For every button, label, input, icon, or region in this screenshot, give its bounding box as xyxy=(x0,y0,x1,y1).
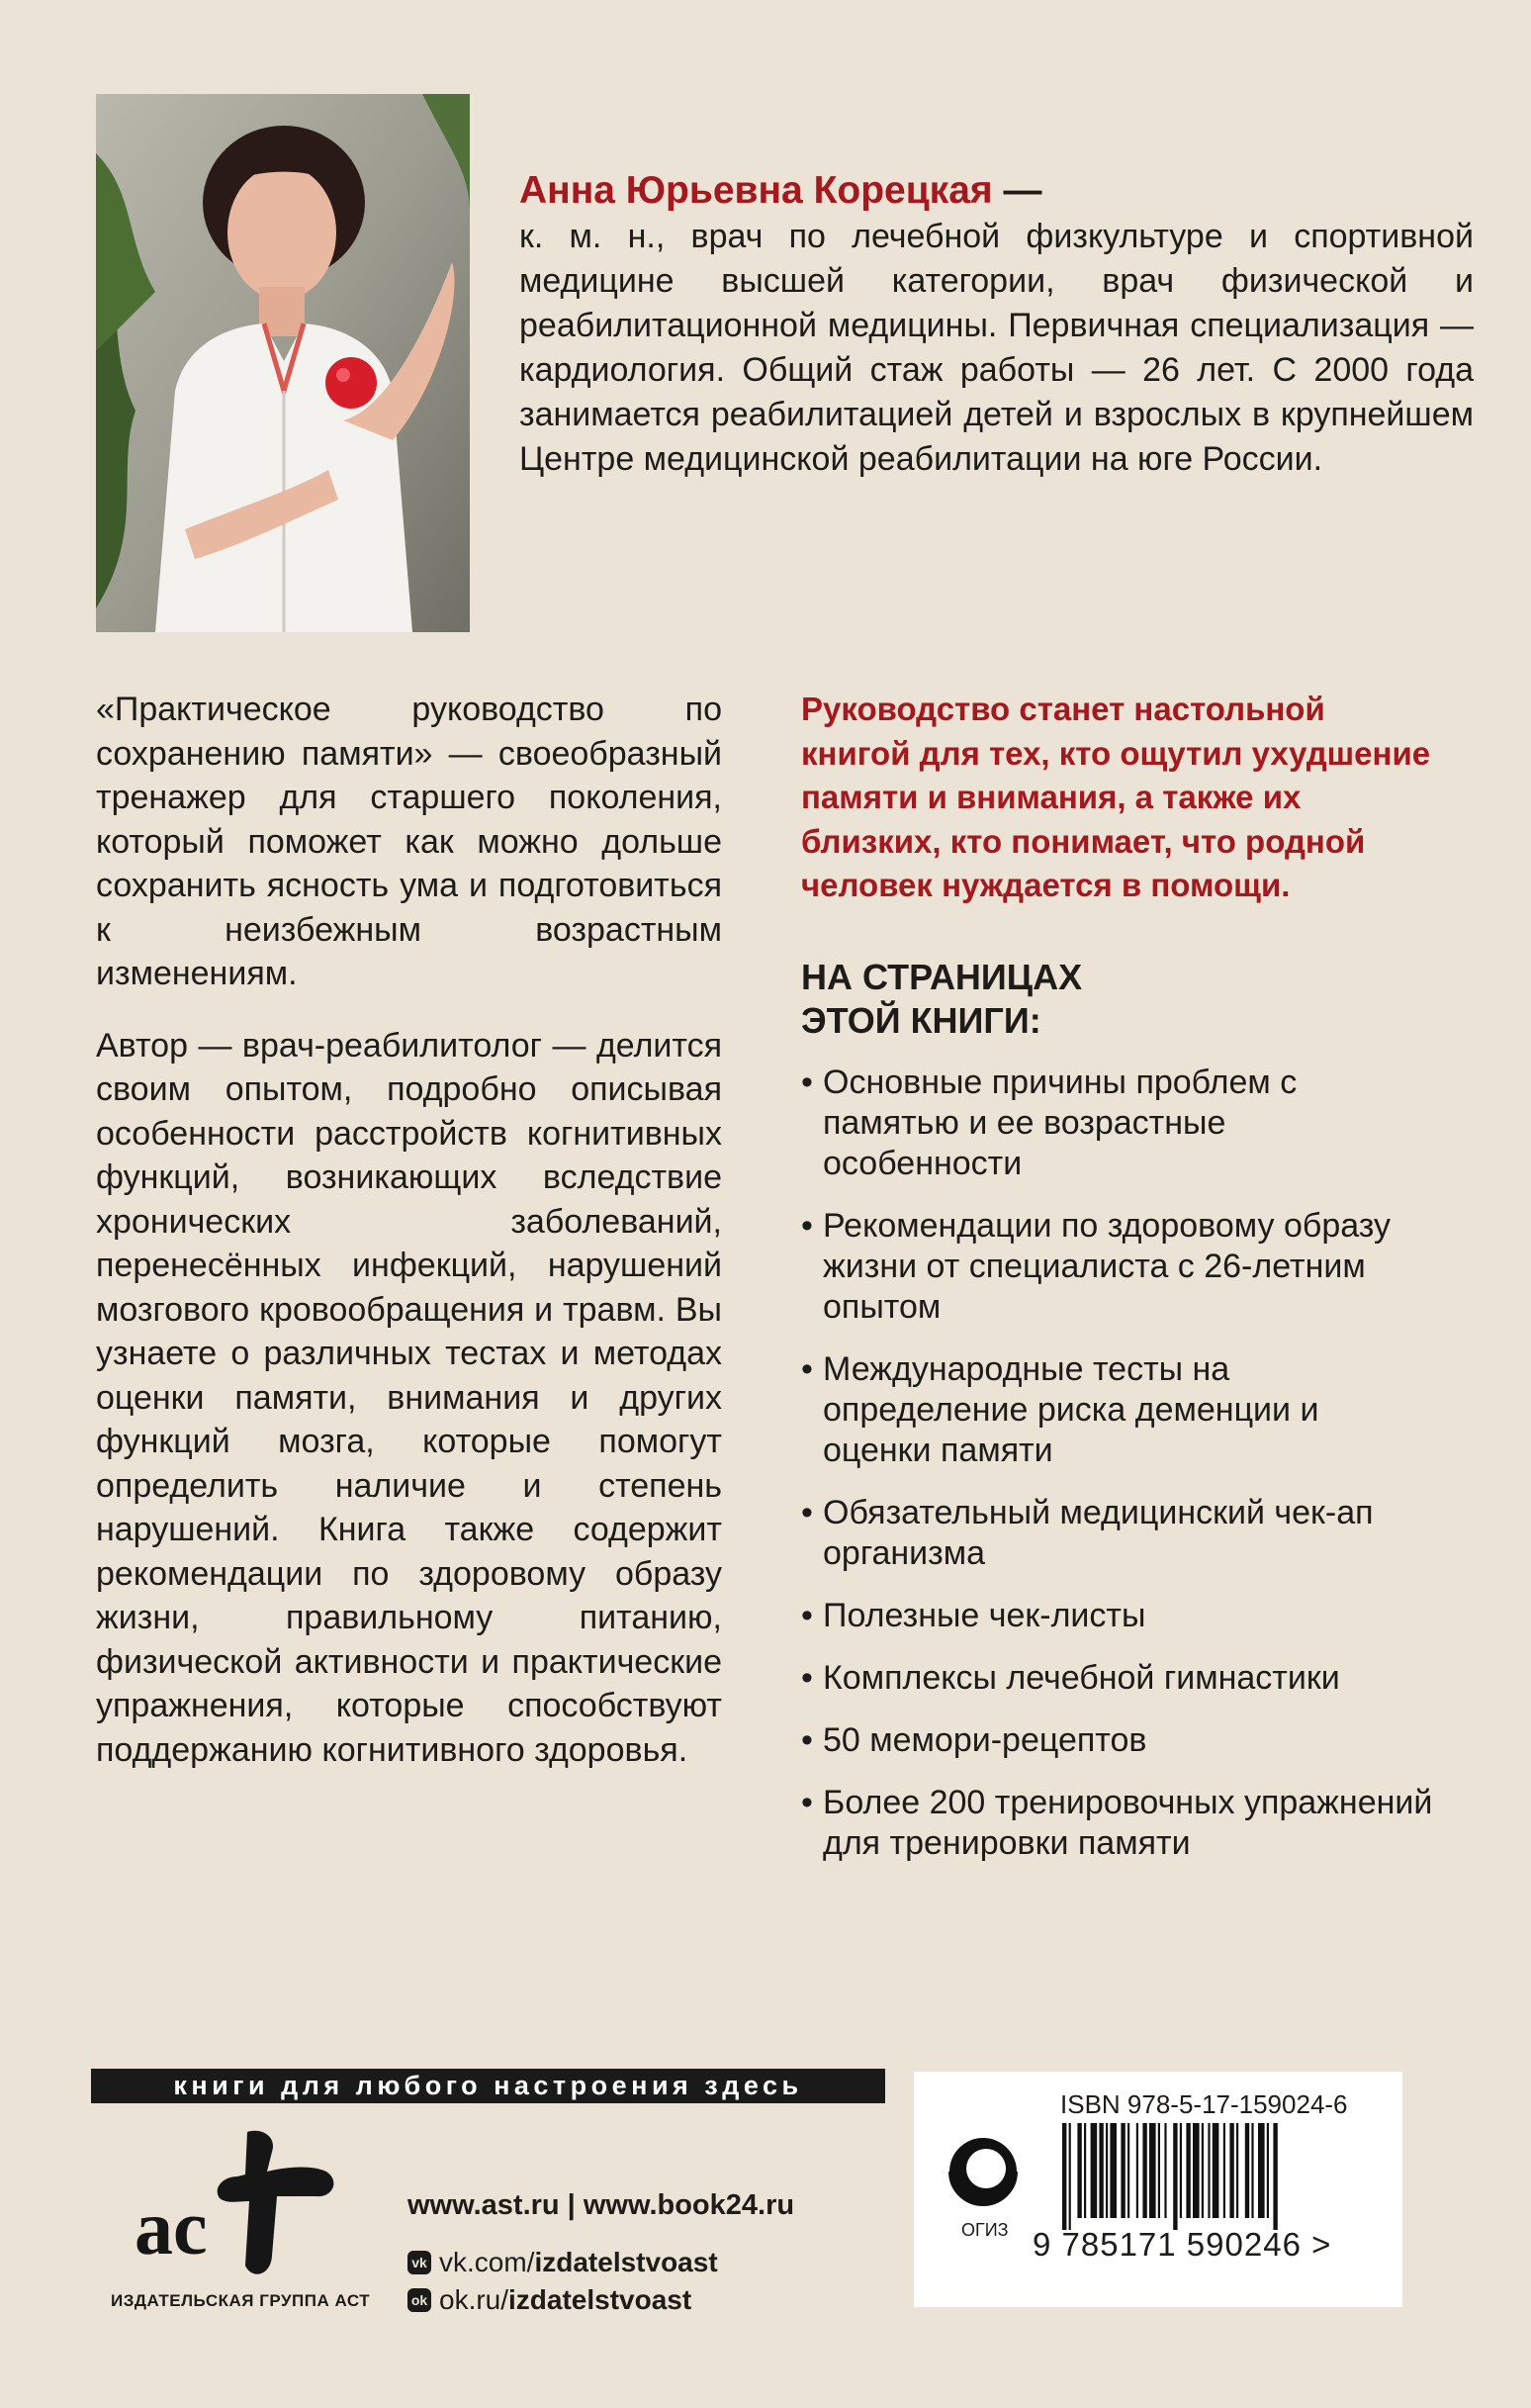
barcode-bar xyxy=(1110,2123,1117,2218)
barcode-panel xyxy=(914,2072,1402,2307)
barcode-bar xyxy=(1099,2123,1103,2218)
barcode-bar xyxy=(1084,2123,1086,2218)
vk-prefix: vk.com/ xyxy=(439,2247,535,2277)
vk-handle: izdatelstvoast xyxy=(534,2247,718,2277)
bullet-icon: • xyxy=(801,1596,813,1634)
contents-list-item xyxy=(801,1596,1434,1636)
barcode-bar xyxy=(1267,2123,1269,2218)
contents-list-item xyxy=(801,1783,1434,1864)
ogiz-logo-icon xyxy=(944,2127,1023,2216)
vk-icon: vk xyxy=(407,2251,431,2274)
barcode-bar xyxy=(1062,2123,1066,2230)
barcode-bar xyxy=(1186,2123,1190,2218)
barcode-bar xyxy=(1121,2123,1125,2218)
contents-list-item xyxy=(801,1720,1434,1761)
barcode-bar xyxy=(1236,2123,1238,2218)
barcode-bar xyxy=(1106,2123,1108,2218)
contents-list-item xyxy=(801,1493,1434,1574)
author-name: Анна Юрьевна Корецкая xyxy=(519,169,993,212)
slogan-banner: книги для любого настроения здесь xyxy=(91,2069,885,2103)
bullet-icon: • xyxy=(801,1720,813,1759)
barcode-bar xyxy=(1069,2123,1071,2230)
contents-list-item xyxy=(801,1063,1434,1184)
vk-link[interactable] xyxy=(407,2247,718,2278)
bullet-icon: • xyxy=(801,1783,813,1821)
ok-prefix: ok.ru/ xyxy=(439,2284,509,2315)
author-name-dash: — xyxy=(992,169,1042,212)
isbn-number: ISBN 978-5-17-159024-6 xyxy=(1060,2089,1348,2119)
contents-item-text: Обязательный медицинский чек-ап организма xyxy=(823,1493,1374,1572)
barcode-bar xyxy=(1208,2123,1210,2218)
barcode-bar xyxy=(1149,2123,1156,2218)
barcode-bar xyxy=(1223,2123,1225,2218)
barcode-bar xyxy=(1173,2123,1177,2230)
barcode-bar xyxy=(1229,2123,1233,2218)
author-bio xyxy=(519,168,1474,482)
barcode-bar xyxy=(1202,2123,1204,2218)
barcode-bar xyxy=(1245,2123,1249,2218)
contents-list-item xyxy=(801,1658,1434,1699)
contents-item-text: Международные тесты на определение риска деменции и оценки памяти xyxy=(823,1349,1319,1469)
contents-item-text: Полезные чек-листы xyxy=(823,1596,1146,1634)
contents-item-text: Более 200 тренировочных упражнений для тренировки памяти xyxy=(823,1783,1433,1862)
author-portrait xyxy=(96,94,470,632)
barcode-bar xyxy=(1136,2123,1138,2218)
barcode-bar xyxy=(1251,2123,1253,2218)
ok-icon: ok xyxy=(407,2288,431,2312)
bullet-icon: • xyxy=(801,1349,813,1388)
ast-logo-icon xyxy=(129,2127,346,2285)
barcode-bar xyxy=(1273,2123,1277,2230)
contents-list xyxy=(801,1063,1434,1864)
publisher-logo-letters: ас xyxy=(135,2184,208,2270)
bullet-icon: • xyxy=(801,1658,813,1697)
barcode-digits: 9 785171 590246 > xyxy=(1033,2226,1332,2263)
author-description: к. м. н., врач по лечебной физкультуре и спортивной медицине высшей категории, врач физической и реабилитационной медицины. Первичная специализация — кардиология. Общий стаж работы — 26 лет. С 2000 года занимается реабилитацией детей и взрослых в крупнейшем Центре медицинской реабилитации на юге России. xyxy=(519,218,1474,478)
barcode-bar xyxy=(1213,2123,1219,2218)
description-paragraph: Автор — врач-реабилитолог — делится своим опытом, подробно описывая особенности расстройств когнитивных функций, возникающих вследствие хронических заболеваний, перенесённых инфекций, нарушений мозгового кровообращения и травм. Вы узнаете о различных тестах и методах оценки памяти, внимания и других функций мозга, которые помогут определить наличие и степень нарушений. Книга также содержит рекомендации по здоровому образу жизни, правильному питанию, физической активности и практические упражнения, которые способствуют поддержанию когнитивного здоровья. xyxy=(96,1026,722,1769)
highlight-text: Руководство станет настольной книгой для тех, кто ощутил ухудшение памяти и внимания, а также их близких, кто понимает, что родной человек нуждается в помощи. xyxy=(801,691,1431,903)
description-paragraph: «Практическое руководство по сохранению памяти» — своеобразный тренажер для старшего поколения, который поможет как можно дольше сохранить ясность ума и подготовиться к неизбежным возрастным изменениям. xyxy=(96,691,722,992)
ok-link[interactable] xyxy=(407,2284,691,2316)
bullet-icon: • xyxy=(801,1206,813,1245)
barcode-bar xyxy=(1180,2123,1182,2218)
contents-list-item xyxy=(801,1206,1434,1328)
contents-item-text: Основные причины проблем с памятью и ее возрастные особенности xyxy=(823,1063,1298,1182)
barcode-bar xyxy=(1164,2123,1166,2218)
contents-item-text: Комплексы лечебной гимнастики xyxy=(823,1658,1340,1697)
contents-list-item xyxy=(801,1349,1434,1471)
barcode-bar xyxy=(1193,2123,1200,2218)
website-links[interactable]: www.ast.ru | www.book24.ru xyxy=(407,2189,795,2221)
barcode-icon xyxy=(1058,2123,1375,2230)
publisher-logo xyxy=(129,2127,346,2285)
barcode-bar xyxy=(1258,2123,1265,2218)
ok-handle: izdatelstvoast xyxy=(508,2284,692,2315)
bullet-icon: • xyxy=(801,1493,813,1531)
barcode-bar xyxy=(1127,2123,1129,2218)
portrait-illustration xyxy=(96,94,470,632)
book-highlights xyxy=(801,688,1434,1886)
bullet-icon: • xyxy=(801,1063,813,1101)
barcode-bar xyxy=(1077,2123,1081,2218)
contents-item-text: 50 мемори-рецептов xyxy=(823,1720,1147,1759)
barcode-bar xyxy=(1158,2123,1160,2218)
publisher-caption: ИЗДАТЕЛЬСКАЯ ГРУППА АСТ xyxy=(111,2291,371,2310)
book-description xyxy=(96,688,722,1800)
contents-heading: НА СТРАНИЦАХ ЭТОЙ КНИГИ: xyxy=(801,956,1083,1041)
barcode-bar xyxy=(1091,2123,1098,2218)
imprint-label: ОГИЗ xyxy=(961,2220,1009,2240)
contents-item-text: Рекомендации по здоровому образу жизни от специалиста с 26-летним опытом xyxy=(823,1206,1391,1326)
barcode-bar xyxy=(1142,2123,1146,2218)
